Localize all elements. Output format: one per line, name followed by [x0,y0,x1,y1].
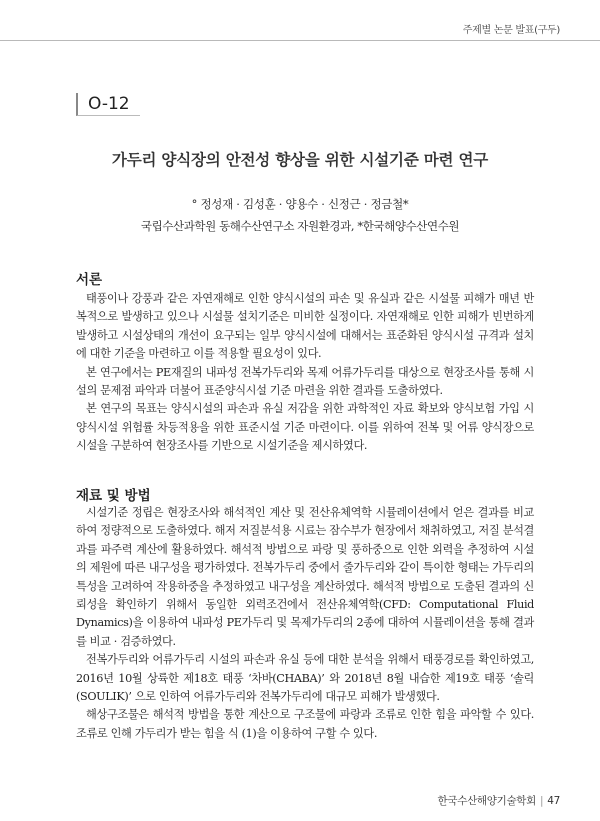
footer-separator: | [539,795,544,807]
methods-heading: 재료 및 방법 [76,488,151,504]
methods-paragraph: 전복가두리와 어류가두리 시설의 파손과 유실 등에 대한 분석을 위해서 태풍경로를 확인하였고, 2016년 10월 상륙한 제18호 태풍 ‘차바(CHABA)’ 와 2018년 8월 내습한 제19호 태풍 ‘솔릭(SOULIK)’ 으로 인하여 어류가두리와 전복가두리에 대규모 피해가 발생했다. [76,653,534,704]
paper-title: 가두리 양식장의 안전성 향상을 위한 시설기준 마련 연구 [111,150,489,169]
intro-paragraph: 본 연구에서는 PE재질의 내파성 전복가두리와 목제 어류가두리를 대상으로 현장조사를 통해 시설의 문제점 파악과 더불어 표준양식시설 기준 마련을 위한 결과를 도출하였다. [76,365,534,398]
methods-paragraph: 해상구조물은 해석적 방법을 통한 계산으로 구조물에 파랑과 조류로 인한 힘을 파악할 수 있다. 조류로 인해 가두리가 받는 힘을 식 (1)을 이용하여 구할 수 있다. [76,708,534,740]
methods-body [76,504,534,743]
methods-paragraph: 시설기준 정립은 현장조사와 해석적인 계산 및 전산유체역학 시뮬레이션에서 얻은 결과를 비교하여 정량적으로 도출하였다. 해저 저질분석용 시료는 잠수부가 현장에서 채취하였고, 저질 분석결과를 파주력 계산에 활용하였다. 해석적 방법으로 파랑 및 풍하중으로 인한 외력을 추정하여 시설의 제원에 따른 내구성을 평가하였다. 전복가두리 중에서 줄가두리와 같이 특이한 형태는 가두리의 특성을 고려하여 작용하중을 추정하였고 내구성을 계산하였다. 해석적 방법으로 도출된 결과의 신뢰성을 확인하기 위해서 동일한 외력조건에서 전산유체역학(CFD: Computational Fluid Dynamics)을 이용하여 내파성 PE가두리 및 목제가두리의 2종에 대하여 시뮬레이션을 통해 결과를 비교 · 검증하였다. [76,506,534,648]
paper-affiliation: 국립수산과학원 동해수산연구소 자원환경과, *한국해양수산연수원 [140,219,460,233]
footer-society: 한국수산해양기술학회 [437,795,536,807]
paper-code: O-12 [76,93,140,116]
intro-paragraph: 태풍이나 강풍과 같은 자연재해로 인한 양식시설의 파손 및 유실과 같은 시설물 피해가 매년 반복적으로 발생하고 있으나 시설물 설치기준은 미비한 실정이다. 자연재해로 인한 피해가 빈번하게 발생하고 시설상태의 개선이 요구되는 일부 양식시설에 대해서는 표준화된 양식시설 규격과 설치에 대한 기준을 마련하고 이를 적용할 필요성이 있다. [76,292,534,361]
page-number: 47 [547,795,560,807]
intro-paragraph: 본 연구의 목표는 양식시설의 파손과 유실 저감을 위한 과학적인 자료 확보와 양식보험 가입 시 양식시설 위험률 차등적용을 위한 표준시설 기준 마련이다. 이를 위하여 전복 및 어류 양식장으로 시설을 구분하여 현장조사를 기반으로 시설기준을 제시하였다. [76,402,534,453]
header-rule [0,40,600,41]
header-label: 주제별 논문 발표(구두) [462,25,560,36]
paper-authors: ° 정성재 · 김성훈 · 양용수 · 신정근 · 정금철* [191,197,409,211]
intro-body [76,290,534,456]
intro-heading: 서론 [76,272,103,288]
page-footer [438,793,560,808]
